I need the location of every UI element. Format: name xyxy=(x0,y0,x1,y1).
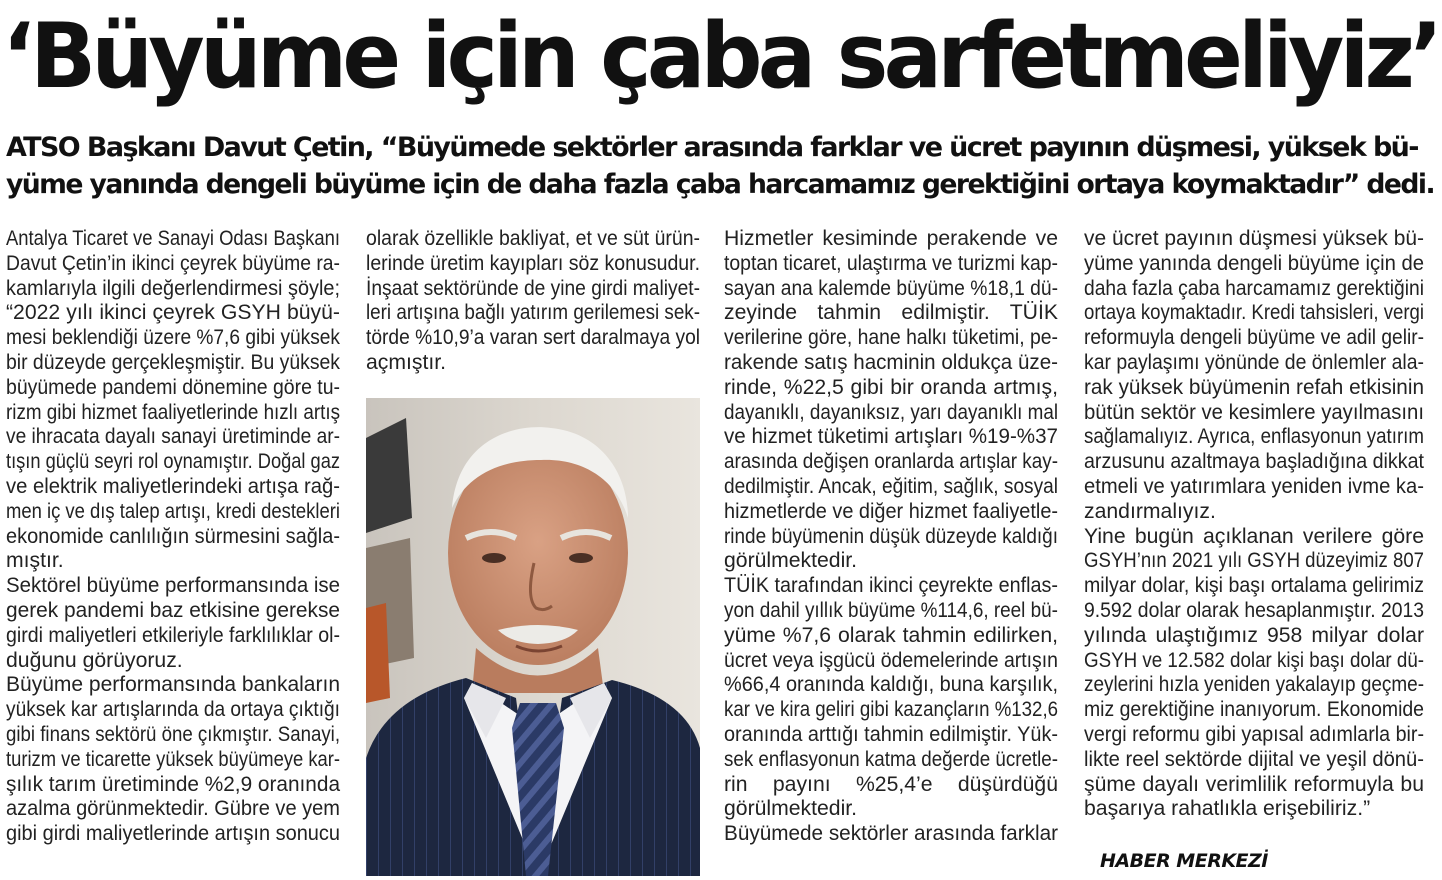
article-line: rakende satış hacminin oldukça üze- xyxy=(724,350,1059,374)
article-line: rizm gibi hizmet faaliyetlerinde hızlı artış xyxy=(6,400,341,424)
deck-line-1: ATSO Başkanı Davut Çetin, “Büyümede sektörler arasında farklar ve ücret payının düşmesi, yüksek bü- xyxy=(6,132,1418,163)
article-line: ve hizmet tüketimi artışları %19-%37 xyxy=(724,425,1059,449)
article-line: gibi finans sektörü öne çıkmıştır. Sanayi, xyxy=(6,722,341,746)
article-line: leri artışına bağlı yatırım gerilemesi sek- xyxy=(366,301,701,325)
article-line: yüksek kar artışlarında da ortaya çıktığı xyxy=(6,698,340,722)
article-line: rin payını %25,4’e düşürdüğü xyxy=(724,772,1058,796)
article-line: ekonomide canlılığın sürmesini sağla- xyxy=(6,524,340,548)
article-line: açmıştır. xyxy=(366,350,447,374)
article-line: büyümede pandemi döneminе göre tu- xyxy=(6,375,341,399)
article-line: azalma görünmektedir. Gübre ve yem xyxy=(6,797,341,821)
article-line: yon dahil yıllık büyüme %114,6, reel bü- xyxy=(724,598,1058,622)
article-line: törde %10,9’a varan sert daralmaya yol xyxy=(366,326,701,350)
headline: ‘Büyüme için çaba sarfetmeliyiz’ xyxy=(2,4,1439,109)
article-line: Yine bugün açıklanan verilere göre xyxy=(1084,524,1424,548)
article-line: ücret veya işgücü ödemelerinde artışın xyxy=(724,648,1059,672)
article-line: dedilmiştir. Ancak, eğitim, sağlık, sosyal xyxy=(724,474,1058,498)
article-line: bir düzeyde gerçekleşmiştir. Bu yüksek xyxy=(6,350,340,374)
article-line: ve ihracata dayalı sanayi üretiminde ar- xyxy=(6,425,341,449)
article-line: tışın güçlü seyri rol oynamıştır. Doğal gaz xyxy=(6,450,341,474)
article-line: ve ücret payının düşmesi yüksek bü- xyxy=(1084,227,1424,250)
article-line: kar ve kira geliri gibi kazançların %132,6 xyxy=(724,698,1059,722)
article-line: bütün sektör ve kesimlere yayılmasını xyxy=(1084,400,1424,424)
article-line: Büyüme performansında bankaların xyxy=(6,673,341,697)
article-line: verilerine göre, hane halkı tüketimi, pe- xyxy=(724,326,1058,350)
article-line: duğunu görüyoruz. xyxy=(6,648,183,672)
article-line: mesi beklendiği üzere %7,6 gibi yüksek xyxy=(6,326,341,350)
deck-line-2: yüme yanında dengeli büyüme için de daha fazla çaba harcamamız gerektiğini ortaya koymaktadır” dedi. xyxy=(6,169,1434,200)
article-line: Antalya Ticaret ve Sanayi Odası Başkanı xyxy=(6,227,340,250)
article-line: Büyümede sektörler arasında farklar xyxy=(724,822,1059,846)
article-line: görülmektedir. xyxy=(724,797,858,821)
article-line: lerinde üretim kayıpları söz konusudur. xyxy=(366,251,701,275)
article-line: %66,4 oranında kaldığı, buna karşılık, xyxy=(724,673,1059,697)
article-line: etmeli ve yatırımlara yeniden ivme ka- xyxy=(1084,474,1424,498)
article-line: reformuyla dengeli büyüme ve adil gelir- xyxy=(1084,326,1424,350)
article-line: arzusunu azaltmaya başladığına dikkat xyxy=(1084,450,1424,474)
article-line: ortaya koymaktadır. Kredi tahsisleri, vergi xyxy=(1084,301,1425,325)
article-line: hizmetlerde ve diğer hizmet faaliyetle- xyxy=(724,499,1059,523)
article-line: likte reel sektörde dijital ve yeşil dönü- xyxy=(1084,747,1424,771)
article-line: başarıya rahatlıkla erişebiliriz.” xyxy=(1084,797,1371,821)
article-line: toptan ticaret, ulaştırma ve turizmi kap- xyxy=(724,251,1059,275)
article-column-4 xyxy=(1084,227,1424,822)
article-line: GSYH ve 12.582 dolar kişi başı dolar dü- xyxy=(1084,648,1425,672)
article-line: sağlamalıyız. Ayrıca, enflasyonun yatırım xyxy=(1084,425,1424,449)
article-line: yılında ulaştığımız 958 milyar dolar xyxy=(1084,623,1424,647)
article-line: görülmektedir. xyxy=(724,549,858,573)
article-line: 9.592 dolar olarak hesaplanmıştır. 2013 xyxy=(1084,598,1425,622)
article-line: Sektörel büyüme performansında ise xyxy=(6,574,340,598)
article-line: TÜİK tarafından ikinci çeyrekte enflas- xyxy=(724,574,1058,598)
article-line: mıştır. xyxy=(6,549,64,573)
article-line: miz gerektiğine inanıyorum. Ekonomide xyxy=(1084,698,1424,722)
article-line: sek enflasyonun katma değerde ücretle- xyxy=(724,747,1059,771)
article-column-3 xyxy=(724,227,1058,847)
article-column-1 xyxy=(6,227,340,847)
article-line: “2022 yılı ikinci çeyrek GSYH büyü- xyxy=(6,301,340,325)
article-line: dayanıklı, dayanıksız, yarı dayanıklı mal xyxy=(724,400,1059,424)
portrait-photo xyxy=(366,398,700,876)
article-line: milyar dolar, kişi başı ortalama gelirimiz xyxy=(1084,574,1424,598)
article-line: oranında arttığı tahmin edilmiştir. Yük- xyxy=(724,722,1059,746)
article-line: rinde büyümenin düşük düzeyde kaldığı xyxy=(724,524,1058,548)
article-line: rak yüksek büyümenin refah etkisinin xyxy=(1084,375,1424,399)
article-column-2 xyxy=(366,227,700,376)
article-line: zeyinde tahmin edilmiştir. TÜİK xyxy=(724,301,1058,325)
article-line: yüme yanında dengeli büyüme için de xyxy=(1084,251,1424,275)
article-line: kamlarıyla ilgili değerlendirmesi şöyle; xyxy=(6,276,341,300)
article-line: Hizmetler kesiminde perakende ve xyxy=(724,227,1058,250)
article-line: Davut Çetin’in ikinci çeyrek büyüme ra- xyxy=(6,251,340,275)
article-line: zeylerini hızla yeniden yakalayıp geçme- xyxy=(1084,673,1425,697)
article-line: yüme %7,6 olarak tahmin edilirken, xyxy=(724,623,1058,647)
article-line: ve elektrik maliyetlerindeki artışa rağ- xyxy=(6,474,341,498)
article-line: rinde, %22,5 gibi bir oranda artmış, xyxy=(724,375,1058,399)
article-line: GSYH’nın 2021 yılı GSYH düzeyimiz 807 xyxy=(1084,549,1425,573)
article-line: olarak özellikle bakliyat, et ve süt ürün- xyxy=(366,227,700,250)
article-line: gerek pandemi baz etkisine gerekse xyxy=(6,598,341,622)
article-line: girdi maliyetleri etkileriyle farklılıklar ol- xyxy=(6,623,340,647)
article-line: şüme dayalı verimlilik reformuyla bu xyxy=(1084,772,1424,796)
article-line: zandırmalıyız. xyxy=(1084,499,1216,523)
article-line: kar paylaşımı yönünde de önlemler ala- xyxy=(1084,350,1425,374)
article-line: şılık tarım üretiminde %2,9 oranında xyxy=(6,772,341,796)
article-line: daha fazla çaba harcamamız gerektiğini xyxy=(1084,276,1424,300)
article-line: vergi reformu gibi yapısal adımlarla bir- xyxy=(1084,722,1424,746)
article-line: sayan ana kalemde büyüme %18,1 dü- xyxy=(724,276,1059,300)
article-line: İnşaat sektöründe de yine girdi maliyet- xyxy=(366,276,701,300)
byline: HABER MERKEZİ xyxy=(1100,850,1268,872)
article-line: turizm ve ticarette yüksek büyümeye kar- xyxy=(6,747,340,771)
article-line: gibi girdi maliyetlerinde artışın sonucu xyxy=(6,822,340,846)
article-line: men iç ve dış talep artışı, kredi destekleri xyxy=(6,499,340,523)
article-line: arasında değişen oranlarda artışlar kay- xyxy=(724,450,1059,474)
